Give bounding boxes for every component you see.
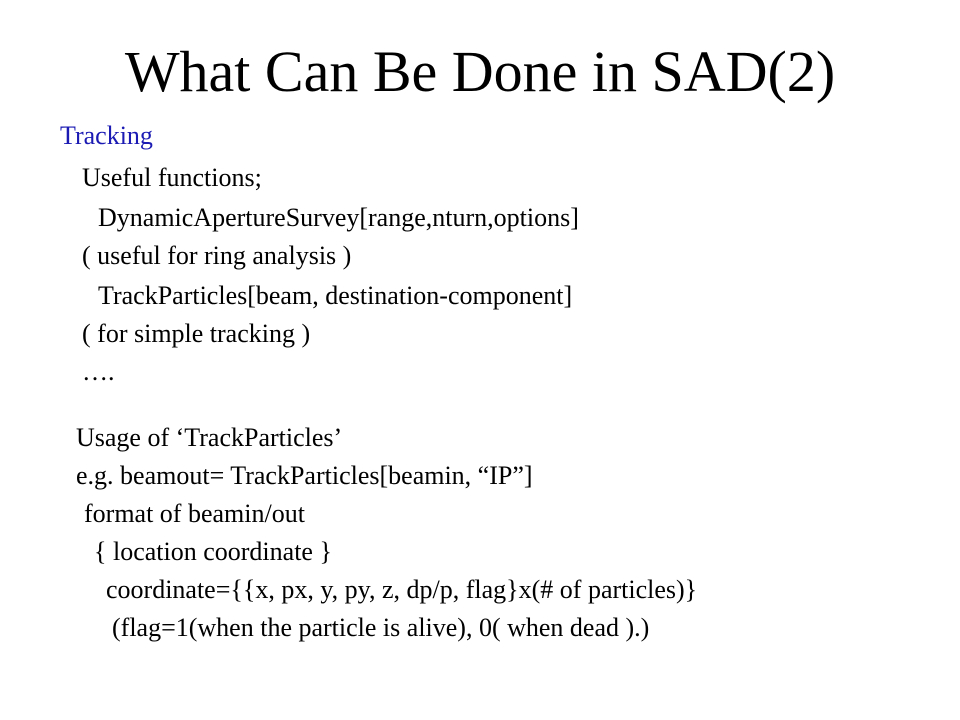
tracking-line-ellipsis: …. — [82, 357, 115, 386]
usage-line-heading: Usage of ‘TrackParticles’ — [76, 423, 343, 452]
tracking-line-dynamic-aperture: DynamicApertureSurvey[range,nturn,options] — [98, 203, 579, 232]
usage-line-coordinate: coordinate={{x, px, y, py, z, dp/p, flag}x(# of particles)} — [106, 575, 698, 604]
tracking-line-useful-functions: Useful functions; — [82, 163, 262, 192]
tracking-line-ring-analysis: ( useful for ring analysis ) — [82, 241, 352, 270]
tracking-line-simple-tracking: ( for simple tracking ) — [82, 319, 311, 348]
tracking-line-track-particles: TrackParticles[beam, destination-component] — [98, 281, 573, 310]
usage-line-location-coordinate: { location coordinate } — [94, 537, 332, 566]
usage-line-flag: (flag=1(when the particle is alive), 0( when dead ).) — [112, 613, 650, 642]
usage-line-example: e.g. beamout= TrackParticles[beamin, “IP”] — [76, 461, 533, 490]
slide-title: What Can Be Done in SAD(2) — [124, 39, 836, 104]
tracking-heading: Tracking — [60, 121, 153, 150]
usage-line-format: format of beamin/out — [84, 499, 305, 528]
